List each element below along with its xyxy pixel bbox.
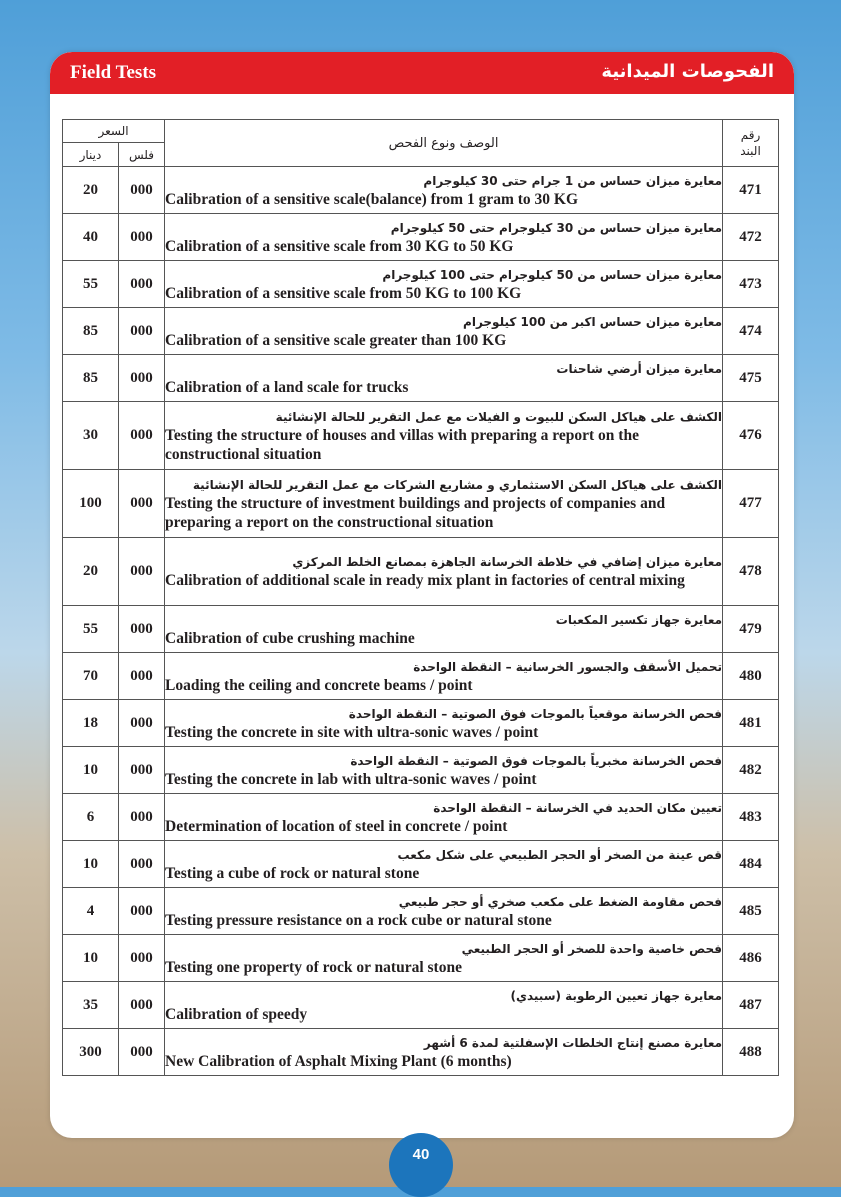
- description-english: Testing the concrete in lab with ultra-sonic waves / point: [165, 770, 537, 788]
- dinar-cell: 35: [63, 982, 119, 1029]
- description-cell: [165, 747, 723, 794]
- fils-cell: 000: [119, 167, 165, 214]
- description-english: Testing one property of rock or natural stone: [165, 958, 462, 976]
- item-number-cell: 472: [723, 214, 779, 261]
- description-cell: [165, 700, 723, 747]
- table-row: [63, 888, 779, 935]
- fils-cell: 000: [119, 747, 165, 794]
- table-row: [63, 308, 779, 355]
- dinar-cell: 10: [63, 747, 119, 794]
- fils-cell: 000: [119, 1029, 165, 1076]
- item-number-cell: 475: [723, 355, 779, 402]
- description-arabic: معايرة ميزان حساس اكبر من 100 كيلوجرام: [463, 314, 723, 329]
- fils-cell: 000: [119, 841, 165, 888]
- description-english: Determination of location of steel in concrete / point: [165, 817, 508, 835]
- description-arabic: قص عينة من الصخر أو الحجر الطبيعي على شكل مكعب: [397, 847, 723, 862]
- fils-cell: 000: [119, 355, 165, 402]
- fils-cell: 000: [119, 935, 165, 982]
- description-arabic: معايرة جهاز تكسير المكعبات: [555, 612, 723, 627]
- dinar-cell: 20: [63, 167, 119, 214]
- table-row: [63, 214, 779, 261]
- table-row: [63, 606, 779, 653]
- description-cell: [165, 214, 723, 261]
- description-arabic: تعيين مكان الحديد في الخرسانة – النقطة الواحدة: [433, 800, 723, 815]
- fils-cell: 000: [119, 308, 165, 355]
- description-english: Calibration of a sensitive scale greater than 100 KG: [165, 331, 507, 349]
- description-english: Calibration of speedy: [165, 1005, 308, 1023]
- dinar-cell: 18: [63, 700, 119, 747]
- description-cell: [165, 308, 723, 355]
- description-english: Calibration of a sensitive scale from 50 KG to 100 KG: [165, 284, 522, 302]
- item-number-cell: 485: [723, 888, 779, 935]
- description-cell: [165, 261, 723, 308]
- description-cell: [165, 1029, 723, 1076]
- fils-cell: 000: [119, 214, 165, 261]
- dinar-cell: 20: [63, 538, 119, 606]
- item-number-cell: 479: [723, 606, 779, 653]
- fils-header: فلس: [119, 143, 165, 167]
- fils-cell: 000: [119, 888, 165, 935]
- description-arabic: فحص مقاومة الضغط على مكعب صخري أو حجر طبيعي: [398, 894, 723, 909]
- dinar-cell: 55: [63, 261, 119, 308]
- fils-cell: 000: [119, 700, 165, 747]
- dinar-cell: 10: [63, 935, 119, 982]
- dinar-header: دينار: [63, 143, 119, 167]
- item-number-cell: 481: [723, 700, 779, 747]
- dinar-cell: 4: [63, 888, 119, 935]
- price-header: السعر: [63, 120, 165, 143]
- description-cell: [165, 935, 723, 982]
- description-english: New Calibration of Asphalt Mixing Plant (6 months): [165, 1052, 512, 1070]
- description-arabic: معايرة ميزان حساس من 1 جرام حتى 30 كيلوجرام: [423, 173, 723, 188]
- description-cell: [165, 653, 723, 700]
- description-english: Testing the structure of houses and villas with preparing a report on the constructional situation: [165, 426, 639, 463]
- fils-cell: 000: [119, 653, 165, 700]
- description-cell: [165, 402, 723, 470]
- description-arabic: فحص خاصية واحدة للصخر أو الحجر الطبيعي: [461, 941, 723, 956]
- item-number-cell: 473: [723, 261, 779, 308]
- description-header: الوصف ونوع الفحص: [165, 120, 723, 167]
- item-number-cell: 477: [723, 470, 779, 538]
- item-number-header-line1: رقم: [740, 128, 761, 142]
- table-row: [63, 794, 779, 841]
- table-row: [63, 261, 779, 308]
- description-arabic: معايرة ميزان حساس من 50 كيلوجرام حتى 100 كيلوجرام: [382, 267, 723, 282]
- fils-cell: 000: [119, 982, 165, 1029]
- dinar-cell: 70: [63, 653, 119, 700]
- table-row: [63, 470, 779, 538]
- description-cell: [165, 167, 723, 214]
- fils-cell: 000: [119, 538, 165, 606]
- description-cell: [165, 470, 723, 538]
- fils-cell: 000: [119, 470, 165, 538]
- fils-cell: 000: [119, 261, 165, 308]
- item-number-cell: 476: [723, 402, 779, 470]
- fils-cell: 000: [119, 402, 165, 470]
- dinar-cell: 100: [63, 470, 119, 538]
- description-arabic: فحص الخرسانة موقعياً بالموجات فوق الصوتية – النقطة الواحدة: [348, 706, 723, 721]
- table-row: [63, 653, 779, 700]
- table-row: [63, 935, 779, 982]
- dinar-cell: 55: [63, 606, 119, 653]
- description-arabic: الكشف على هياكل السكن الاستثماري و مشاريع الشركات مع عمل التقرير للحالة الإنشائية: [192, 477, 723, 492]
- page-number: 40: [389, 1133, 453, 1197]
- description-arabic: معايرة ميزان حساس من 30 كيلوجرام حتى 50 كيلوجرام: [390, 220, 723, 235]
- description-english: Calibration of a land scale for trucks: [165, 378, 409, 396]
- description-english: Calibration of a sensitive scale(balance) from 1 gram to 30 KG: [165, 190, 579, 208]
- dinar-cell: 6: [63, 794, 119, 841]
- description-cell: [165, 355, 723, 402]
- header-title-en: Field Tests: [70, 62, 157, 83]
- description-cell: [165, 982, 723, 1029]
- table-row: [63, 841, 779, 888]
- description-english: Testing the concrete in site with ultra-sonic waves / point: [165, 723, 539, 741]
- item-number-cell: 482: [723, 747, 779, 794]
- description-cell: [165, 888, 723, 935]
- table-row: [63, 167, 779, 214]
- dinar-cell: 10: [63, 841, 119, 888]
- fils-cell: 000: [119, 794, 165, 841]
- item-number-cell: 487: [723, 982, 779, 1029]
- item-number-cell: 471: [723, 167, 779, 214]
- page-panel: [50, 52, 794, 1138]
- description-english: Loading the ceiling and concrete beams / point: [165, 676, 473, 694]
- header-title-ar: الفحوصات الميدانية: [601, 61, 774, 82]
- description-arabic: معايرة جهاز تعيين الرطوبة (سبيدي): [510, 988, 723, 1003]
- fils-cell: 000: [119, 606, 165, 653]
- item-number-cell: 488: [723, 1029, 779, 1076]
- description-arabic: فحص الخرسانة مخبرياً بالموجات فوق الصوتية – النقطة الواحدة: [350, 753, 723, 768]
- description-arabic: تحميل الأسقف والجسور الخرسانية – النقطة الواحدة: [413, 659, 723, 674]
- description-english: Calibration of cube crushing machine: [165, 629, 415, 647]
- dinar-cell: 85: [63, 308, 119, 355]
- dinar-cell: 300: [63, 1029, 119, 1076]
- item-number-header-line2: البند: [740, 144, 761, 158]
- description-cell: [165, 606, 723, 653]
- pricing-table: [62, 119, 779, 1076]
- item-number-header: [723, 120, 779, 167]
- description-english: Calibration of a sensitive scale from 30 KG to 50 KG: [165, 237, 514, 255]
- description-cell: [165, 538, 723, 606]
- table-row: [63, 1029, 779, 1076]
- description-arabic: معايرة ميزان إضافي في خلاطة الخرسانة الجاهزة بمصانع الخلط المركزي: [292, 555, 723, 569]
- description-arabic: معايرة ميزان أرضي شاحنات: [556, 361, 723, 376]
- dinar-cell: 30: [63, 402, 119, 470]
- item-number-cell: 480: [723, 653, 779, 700]
- item-number-cell: 484: [723, 841, 779, 888]
- table-row: [63, 355, 779, 402]
- description-english: Testing a cube of rock or natural stone: [165, 864, 420, 882]
- item-number-cell: 486: [723, 935, 779, 982]
- item-number-cell: 474: [723, 308, 779, 355]
- description-arabic: معايرة مصنع إنتاج الخلطات الإسفلتية لمدة 6 أشهر: [423, 1035, 723, 1050]
- description-english: Calibration of additional scale in ready mix plant in factories of central mixing: [165, 572, 685, 589]
- description-arabic: الكشف على هياكل السكن للبيوت و الفيلات مع عمل التقرير للحالة الإنشائية: [275, 409, 723, 424]
- description-cell: [165, 841, 723, 888]
- item-number-cell: 483: [723, 794, 779, 841]
- description-english: Testing the structure of investment buildings and projects of companies and preparing a report on the constructional situation: [165, 494, 666, 531]
- table-row: [63, 982, 779, 1029]
- table-row: [63, 402, 779, 470]
- table-row: [63, 538, 779, 606]
- table-row: [63, 700, 779, 747]
- table-row: [63, 747, 779, 794]
- header-bar: [50, 52, 794, 94]
- dinar-cell: 85: [63, 355, 119, 402]
- dinar-cell: 40: [63, 214, 119, 261]
- description-cell: [165, 794, 723, 841]
- item-number-cell: 478: [723, 538, 779, 606]
- description-english: Testing pressure resistance on a rock cube or natural stone: [165, 911, 552, 929]
